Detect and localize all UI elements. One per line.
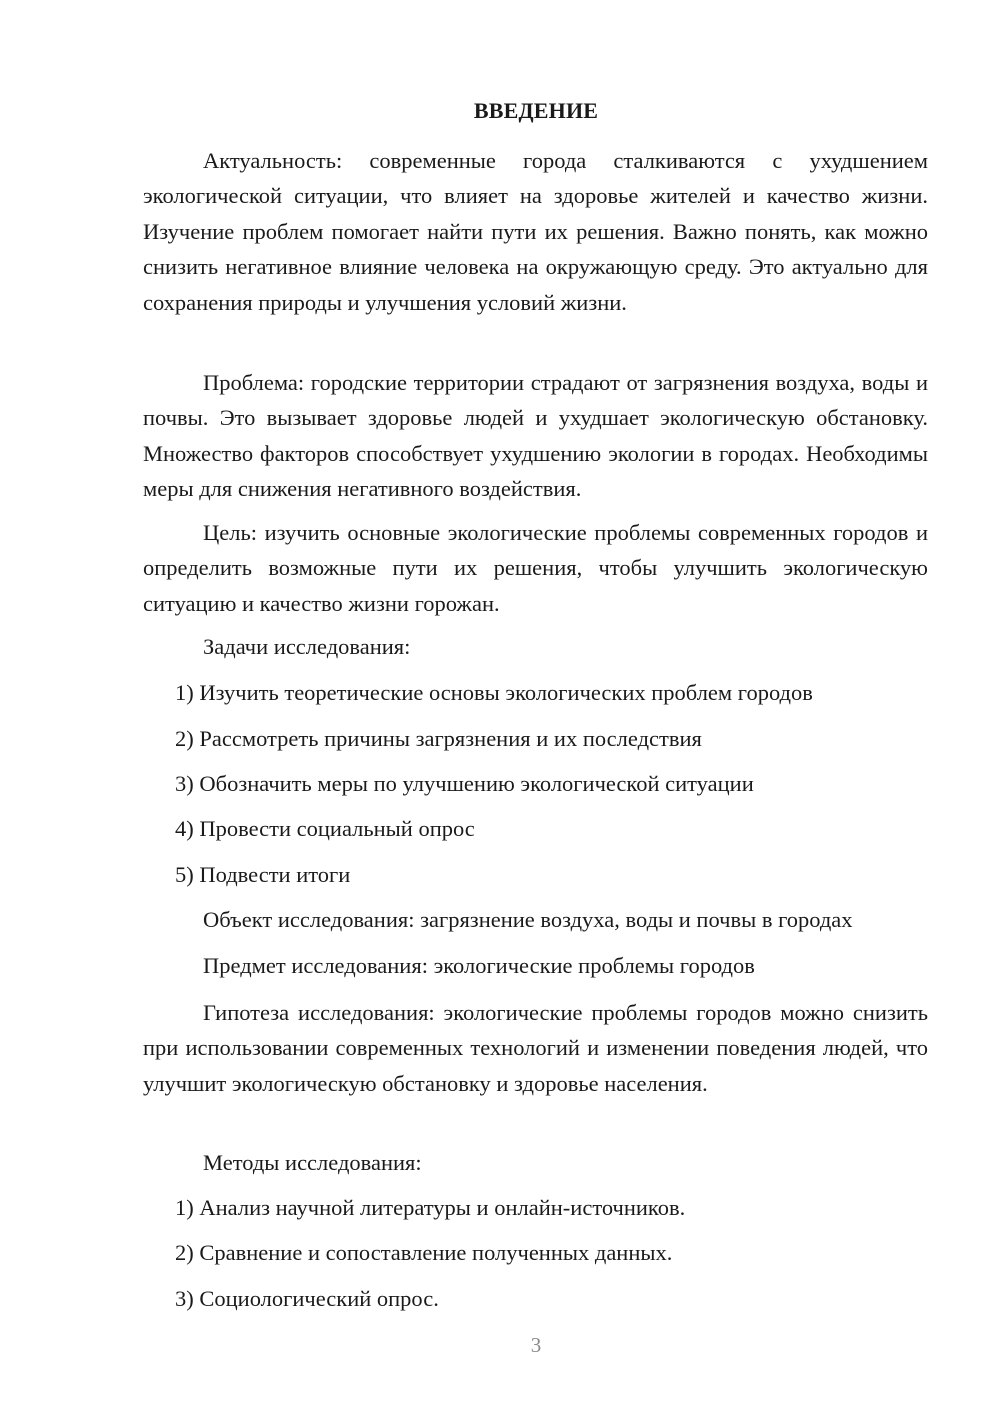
task-item: 1) Изучить теоретические основы экологических проблем городов (175, 680, 813, 705)
task-item: 5) Подвести итоги (175, 862, 351, 887)
hypothesis-paragraph: Гипотеза исследования: экологические проблемы городов можно снизить при использовании современных технологий и изменении поведения людей, что улучшит экологическую обстановку и здоровье населения. (143, 1000, 928, 1096)
method-item: 3) Социологический опрос. (175, 1286, 439, 1311)
task-item: 2) Рассмотреть причины загрязнения и их последствия (175, 726, 702, 751)
research-subject: Предмет исследования: экологические проблемы городов (203, 953, 755, 978)
page-number: 3 (530, 1333, 542, 1357)
task-item: 3) Обозначить меры по улучшению экологической ситуации (175, 771, 754, 796)
relevance-paragraph: Актуальность: современные города сталкиваются с ухудшением экологической ситуации, что влияет на здоровье жителей и качество жизни. Изучение проблем помогает найти пути их решения. Важно понять, как можно снизить негативное влияние человека на окружающую среду. Это актуально для сохранения природы и улучшения условий жизни. (143, 148, 928, 315)
research-object: Объект исследования: загрязнение воздуха, воды и почвы в городах (203, 907, 853, 932)
task-item: 4) Провести социальный опрос (175, 816, 475, 841)
page-title: ВВЕДЕНИЕ (473, 98, 599, 123)
tasks-heading: Задачи исследования: (203, 634, 411, 659)
method-item: 1) Анализ научной литературы и онлайн-источников. (175, 1195, 686, 1220)
methods-heading: Методы исследования: (203, 1150, 422, 1175)
problem-paragraph: Проблема: городские территории страдают от загрязнения воздуха, воды и почвы. Это вызывает здоровье людей и ухудшает экологическую обстановку. Множество факторов способствует ухудшению экологии в городах. Необходимы меры для снижения негативного воздействия. (143, 370, 928, 502)
method-item: 2) Сравнение и сопоставление полученных данных. (175, 1240, 673, 1265)
goal-paragraph: Цель: изучить основные экологические проблемы современных городов и определить возможные пути их решения, чтобы улучшить экологическую ситуацию и качество жизни горожан. (143, 520, 928, 616)
